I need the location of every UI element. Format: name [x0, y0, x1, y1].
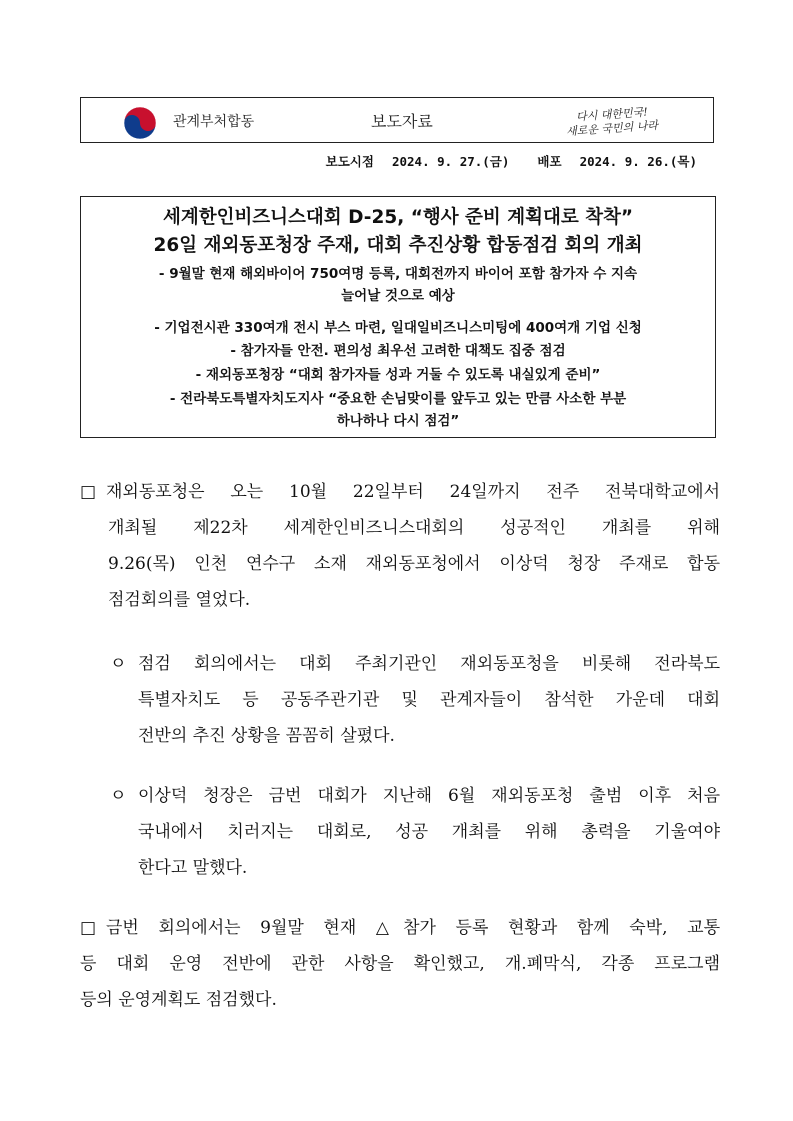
paragraph-1-line-2: 개최될 제22차 세계한인비즈니스대회의 성공적인 개최를 위해	[108, 518, 720, 538]
document-type: 보도자료	[371, 112, 433, 131]
bullet-1-line-1	[110, 646, 720, 682]
government-logo-icon	[123, 106, 157, 140]
bullet-1-line-3: 전반의 추진 상황을 꼼꼼히 살폈다.	[138, 726, 395, 746]
summary-point-4: - 재외동포청장 “대회 참가자들 성과 거둘 수 있도록 내실있게 준비”	[195, 367, 601, 383]
paragraph-2-text-1: 금번 회의에서는 9월말 현재 △참가 등록 현황과 함께 숙박, 교통	[106, 918, 720, 938]
square-bullet-icon: □	[80, 482, 97, 502]
headline-subtitle: 26일 재외동포청장 주재, 대회 추진상황 합동점검 회의 개최	[153, 235, 643, 256]
square-bullet-icon: □	[80, 918, 97, 938]
release-date: 2024. 9. 27.(금)	[391, 154, 510, 169]
paragraph-2	[80, 910, 720, 1018]
bullet-2-line-3: 한다고 말했다.	[138, 858, 248, 878]
summary-point-5-line1: - 전라북도특별자치도지사 “중요한 손님맞이를 앞두고 있는 만큼 사소한 부분	[169, 391, 627, 407]
paragraph-2-line-3: 등의 운영계획도 점검했다.	[80, 990, 277, 1010]
distribution-label: 배포	[537, 154, 562, 169]
summary-point-5	[81, 388, 715, 432]
summary-point-3: - 참가자들 안전. 편의성 최우선 고려한 대책도 집중 점검	[230, 343, 566, 359]
summary-point-2: - 기업전시관 330여개 전시 부스 마련, 일대일비즈니스미팅에 400여개 기업 신청	[154, 320, 642, 336]
paragraph-2-line-1	[80, 910, 720, 946]
circle-bullet-icon: ㅇ	[110, 654, 127, 674]
header-box	[80, 97, 714, 143]
paragraph-1-text-1: 재외동포청은 오는 10월 22일부터 24일까지 전주 전북대학교에서	[106, 482, 720, 502]
slogan-line2: 새로운 국민의 나라	[565, 118, 659, 139]
release-label: 보도시점	[325, 154, 374, 169]
slogan-signature	[566, 102, 686, 140]
bullet-2-line-1	[110, 778, 720, 814]
summary-point-1-line2: 늘어날 것으로 예상	[341, 288, 455, 304]
organization-name: 관계부처합동	[173, 114, 255, 130]
bullet-1-text-1: 점검 회의에서는 대회 주최기관인 재외동포청을 비롯해 전라북도	[138, 654, 720, 674]
paragraph-1-line-1	[80, 474, 720, 510]
bullet-2-line-2: 국내에서 치러지는 대회로, 성공 개최를 위해 총력을 기울여야	[138, 822, 720, 842]
circle-bullet-icon: ㅇ	[110, 786, 127, 806]
summary-point-1	[81, 263, 715, 307]
paragraph-1	[80, 474, 720, 618]
headline-title: 세계한인비즈니스대회 D-25, “행사 준비 계획대로 착착”	[162, 207, 634, 228]
paragraph-1-line-3: 9.26(목) 인천 연수구 소재 재외동포청에서 이상덕 청장 주재로 합동	[108, 554, 720, 574]
distribution-date: 2024. 9. 26.(목)	[579, 154, 697, 169]
summary-point-5-line2: 하나하나 다시 점검”	[336, 413, 460, 429]
bullet-1-line-2: 특별자치도 등 공동주관기관 및 관계자들이 참석한 가운데 대회	[138, 690, 720, 710]
paragraph-2-line-2: 등 대회 운영 전반에 관한 사항을 확인했고, 개.폐막식, 각종 프로그램	[80, 954, 720, 974]
summary-point-1-line1: - 9월말 현재 해외바이어 750여명 등록, 대회전까지 바이어 포함 참가자 수 지속	[158, 266, 638, 282]
slogan-line1: 다시 대한민국!	[575, 105, 649, 124]
bullet-2-text-1: 이상덕 청장은 금번 대회가 지난해 6월 재외동포청 출범 이후 처음	[138, 786, 720, 806]
release-dates	[326, 152, 697, 170]
paragraph-1-line-4: 점검회의를 열었다.	[108, 590, 251, 610]
bullet-2	[110, 778, 720, 886]
bullet-1	[110, 646, 720, 754]
headline-box	[80, 196, 716, 438]
